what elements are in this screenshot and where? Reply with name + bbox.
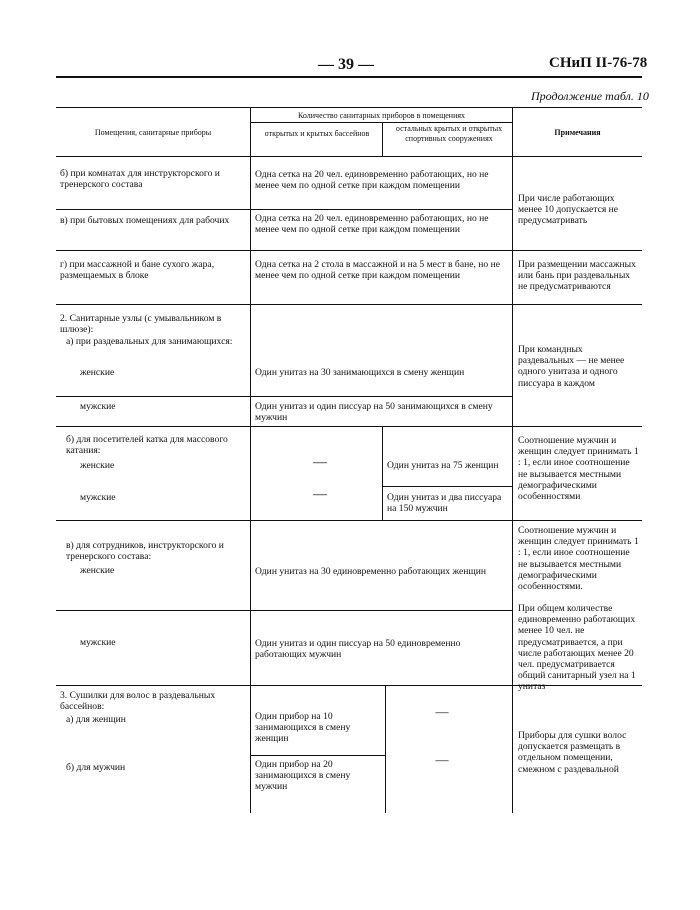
table-top-border — [56, 107, 642, 108]
label-hair-dryers-women: а) для женщин — [66, 714, 126, 725]
value-women-skating-other: Один унитаз на 75 женщин — [387, 460, 499, 471]
label-men-staff: мужские — [80, 637, 116, 648]
header-count-group: Количество санитарных приборов в помещениях — [297, 111, 466, 120]
subtitle-skating-rink: б) для посетителей катка для массового катания: — [66, 434, 228, 457]
label-women-changing: женские — [80, 367, 115, 378]
row-label-household-rooms: в) при бытовых помещениях для рабочих — [60, 215, 230, 226]
value-men-staff: Один унитаз и один писсуар на 50 единовременно работающих мужчин — [255, 638, 461, 661]
header-rule — [56, 76, 642, 78]
page-number: — 39 — — [318, 56, 374, 73]
header-open-closed-pools: открытых и крытых бассейнов — [264, 129, 370, 138]
value-men-changing: Один унитаз и один писсуар на 50 занимающихся в смену мужчин — [255, 401, 493, 424]
value-women-skating-pools: — — [313, 455, 327, 470]
value-women-changing: Один унитаз на 30 занимающихся в смену женщин — [255, 367, 465, 378]
note-household-rooms: При числе работающих менее 10 допускается не предусматривать — [518, 193, 619, 227]
note-skating-rink: Соотношение мужчин и женщин следует принимать 1 : 1, если иное соотношение не вызывается местными демографическими особенностями — [518, 435, 639, 503]
value-hair-dryers-women-other: — — [435, 704, 449, 719]
row-value-massage: Одна сетка на 2 стола в массажной и на 5 мест в бане, но не менее чем по одной сетке при каждом помещении — [255, 259, 500, 282]
row-value-instructor-rooms: Одна сетка на 20 чел. единовременно работающих, но не менее чем по одной сетке при каждом помещении — [255, 169, 489, 192]
section-hair-dryers: 3. Сушилки для волос в раздевальных бассейнов: — [60, 690, 216, 713]
label-men-skating: мужские — [80, 492, 116, 503]
document-code: СНиП II-76-78 — [549, 55, 648, 71]
value-women-staff: Один унитаз на 30 единовременно работающих женщин — [255, 566, 487, 577]
label-women-skating: женские — [80, 460, 115, 471]
header-notes: Примечания — [554, 128, 601, 137]
label-women-staff: женские — [80, 565, 115, 576]
note-hair-dryers: Приборы для сушки волос допускается размещать в отдельном помещении, смежном с раздевальной — [518, 730, 627, 775]
table-continuation-label: Продолжение табл. 10 — [531, 89, 649, 103]
value-hair-dryers-men-other: — — [435, 752, 449, 767]
subtitle-staff: в) для сотрудников, инструкторского и тренерского состава: — [66, 540, 224, 563]
note-staff-ratio: Соотношение мужчин и женщин следует принимать 1 : 1, если иное соотношение не вызывается местными демографическими особенностями. — [518, 525, 639, 593]
section-sanitary-units: 2. Санитарные узлы (с умывальником в шлюзе): — [60, 313, 222, 336]
row-label-massage: г) при массажной и бане сухого жара, размещаемых в блоке — [60, 259, 215, 282]
header-premises: Помещения, санитарные приборы — [94, 128, 212, 137]
value-hair-dryers-men: Один прибор на 20 занимающихся в смену мужчин — [255, 759, 351, 793]
label-hair-dryers-men: б) для мужчин — [66, 762, 126, 773]
note-staff-count: При общем количестве единовременно работающих менее 10 чел. не предусматривается, а при числе работающих менее 20 чел. предусматривается общий санитарный узел на 1 унитаз — [518, 603, 636, 693]
label-men-changing: мужские — [80, 401, 116, 412]
subtitle-changing-rooms: а) при раздевальных для занимающихся: — [66, 336, 233, 347]
header-other-sports-facilities: остальных крытых и открытых спортивных сооружениях — [395, 124, 503, 143]
value-men-skating-pools: — — [313, 487, 327, 502]
value-hair-dryers-women: Один прибор на 10 занимающихся в смену женщин — [255, 711, 351, 745]
row-value-household-rooms: Одна сетка на 20 чел. единовременно работающих, но не менее чем по одной сетке при каждом помещении — [255, 213, 489, 236]
value-men-skating-other: Один унитаз и два писсуара на 150 мужчин — [387, 492, 502, 515]
row-label-instructor-rooms: б) при комнатах для инструкторского и тренерского состава — [60, 168, 220, 191]
note-massage: При размещении массажных или бань при раздевальных не предусматриваются — [518, 259, 636, 293]
note-changing-rooms: При командных раздевальных — не менее одного унитаза и одного писсуара в каждом — [518, 344, 625, 389]
